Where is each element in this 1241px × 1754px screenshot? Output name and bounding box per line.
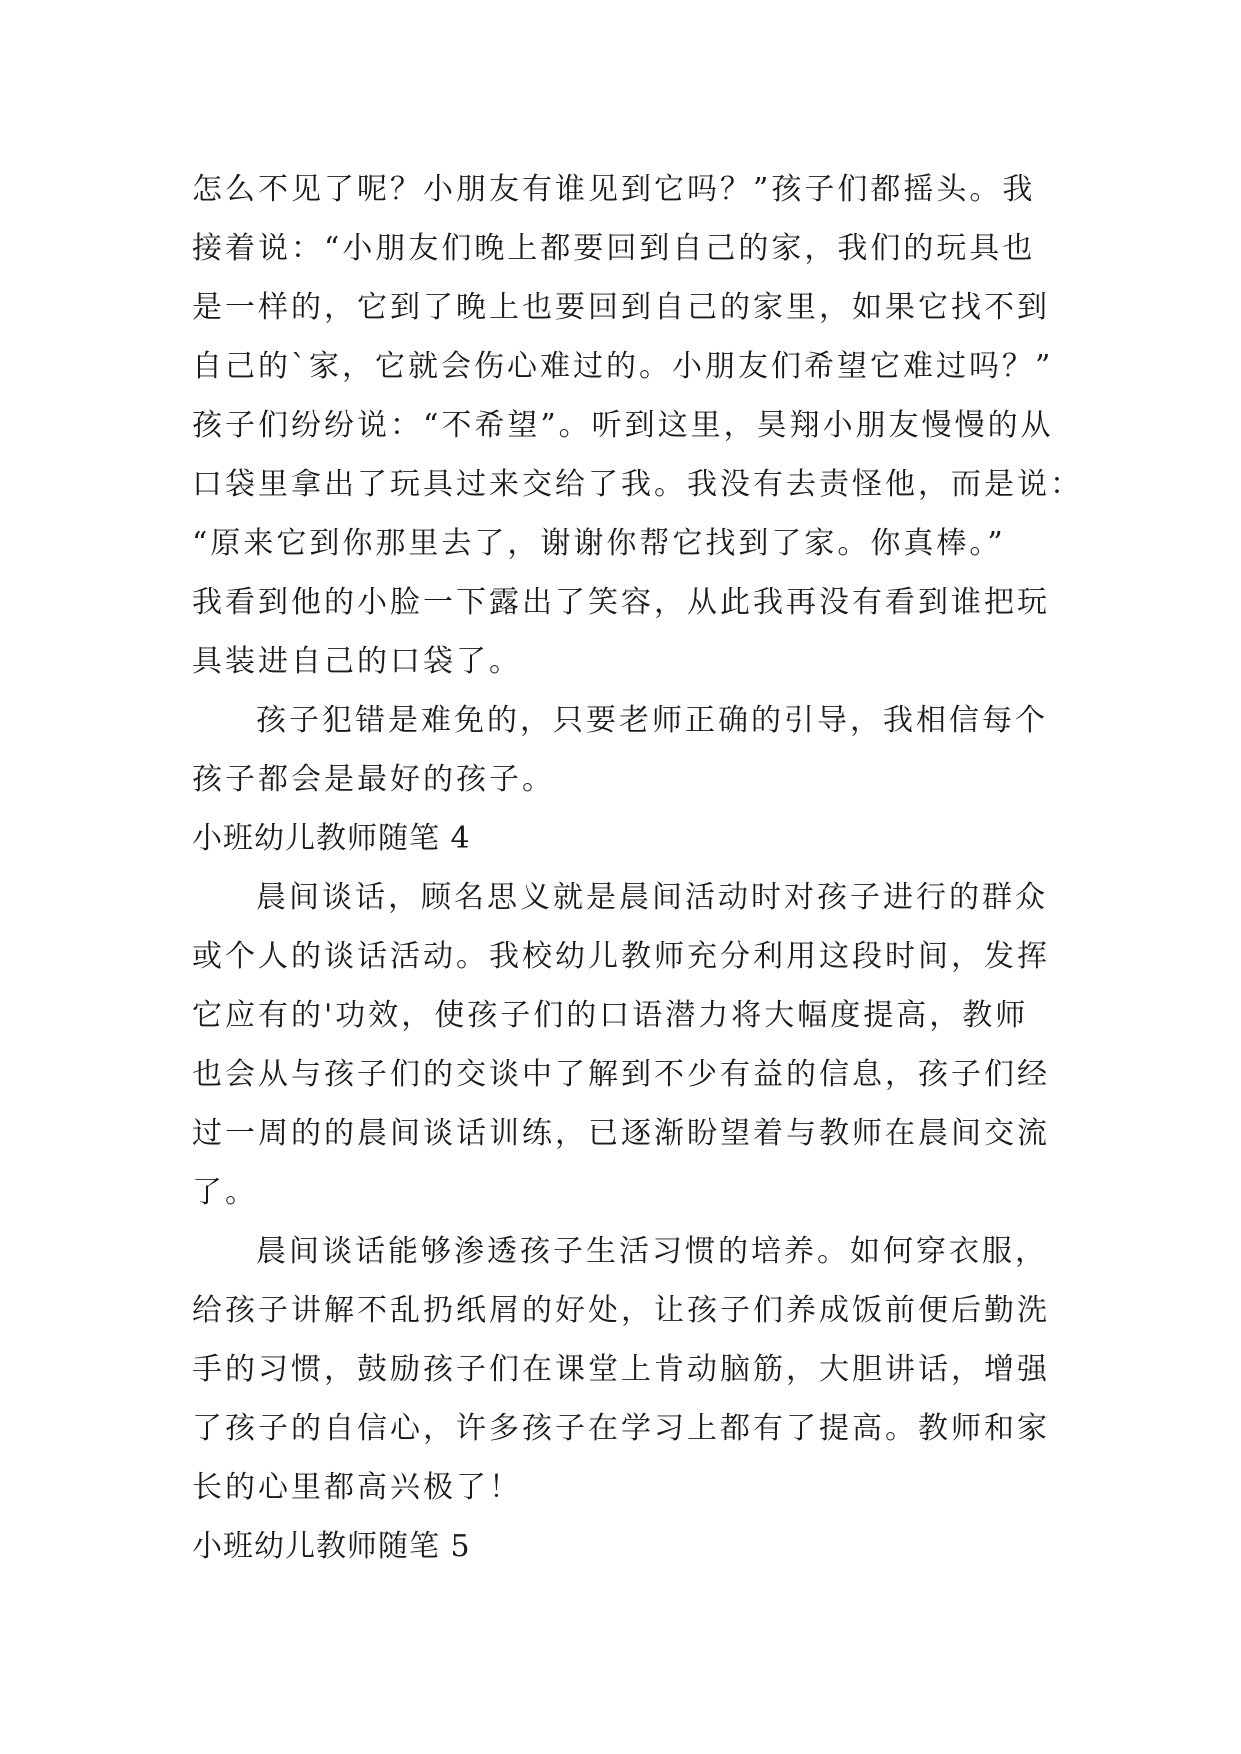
paragraph-line: “原来它到你那里去了，谢谢你帮它找到了家。你真棒。” bbox=[192, 526, 1006, 561]
section-heading: 小班幼儿教师随笔 4 bbox=[192, 821, 471, 856]
paragraph-line: 过一周的的晨间谈话训练，已逐渐盼望着与教师在晨间交流 bbox=[192, 1116, 1050, 1151]
document-body bbox=[192, 160, 1083, 1576]
section-heading: 小班幼儿教师随笔 5 bbox=[192, 1529, 471, 1564]
paragraph-line: 是一样的，它到了晚上也要回到自己的家里，如果它找不到 bbox=[192, 290, 1050, 325]
paragraph-line: 口袋里拿出了玩具过来交给了我。我没有去责怪他，而是说： bbox=[192, 467, 1083, 502]
paragraph-line: 长的心里都高兴极了！ bbox=[192, 1470, 522, 1505]
paragraph-line: 怎么不见了呢？小朋友有谁见到它吗？”孩子们都摇头。我 bbox=[192, 172, 1036, 207]
paragraph-line: 接着说：“小朋友们晚上都要回到自己的家，我们的玩具也 bbox=[192, 231, 1036, 266]
paragraph-line: 也会从与孩子们的交谈中了解到不少有益的信息，孩子们经 bbox=[192, 1057, 1050, 1092]
paragraph-line: 孩子们纷纷说：“不希望”。听到这里，昊翔小朋友慢慢的从 bbox=[192, 408, 1054, 443]
paragraph-line: 具装进自己的口袋了。 bbox=[192, 644, 522, 679]
paragraph-line: 孩子犯错是难免的，只要老师正确的引导，我相信每个 bbox=[256, 703, 1048, 738]
paragraph-line: 孩子都会是最好的孩子。 bbox=[192, 762, 555, 797]
paragraph-line: 手的习惯，鼓励孩子们在课堂上肯动脑筋，大胆讲话，增强 bbox=[192, 1352, 1050, 1387]
paragraph-line: 或个人的谈话活动。我校幼儿教师充分利用这段时间，发挥 bbox=[192, 939, 1050, 974]
paragraph-line: 自己的`家，它就会伤心难过的。小朋友们希望它难过吗？” bbox=[192, 349, 1054, 384]
paragraph-line: 我看到他的小脸一下露出了笑容，从此我再没有看到谁把玩 bbox=[192, 585, 1050, 620]
paragraph-line: 晨间谈话能够渗透孩子生活习惯的培养。如何穿衣服， bbox=[256, 1234, 1048, 1269]
paragraph-line: 它应有的'功效，使孩子们的口语潜力将大幅度提高，教师 bbox=[192, 998, 1029, 1033]
paragraph-line: 了孩子的自信心，许多孩子在学习上都有了提高。教师和家 bbox=[192, 1411, 1050, 1446]
paragraph-line: 给孩子讲解不乱扔纸屑的好处，让孩子们养成饭前便后勤洗 bbox=[192, 1293, 1050, 1328]
paragraph-line: 了。 bbox=[192, 1175, 258, 1210]
paragraph-line: 晨间谈话，顾名思义就是晨间活动时对孩子进行的群众 bbox=[256, 880, 1048, 915]
